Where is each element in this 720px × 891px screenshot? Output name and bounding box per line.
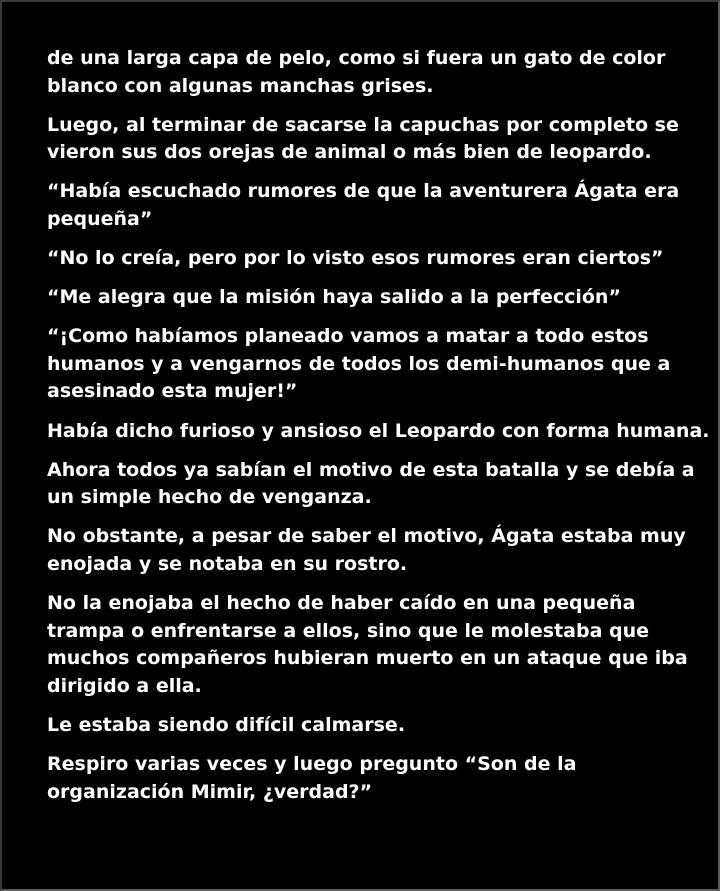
text-line: enojada y se notaba en su rostro. — [47, 552, 408, 575]
text-line: Le estaba siendo difícil calmarse. — [47, 713, 406, 736]
text-line: trampa o enfrentarse a ellos, sino que le molestaba que — [47, 619, 650, 642]
text-line: asesinado esta mujer!” — [47, 380, 298, 403]
paragraph — [47, 245, 687, 273]
document-body — [47, 45, 710, 818]
text-line: pequeña” — [47, 207, 153, 230]
text-line: “No lo creía, pero por lo visto esos rumores eran ciertos” — [47, 247, 664, 270]
paragraph — [47, 590, 687, 700]
text-line: organización Mimir, ¿verdad?” — [47, 780, 373, 803]
paragraph — [47, 284, 687, 312]
text-line: “¡Como habíamos planeado vamos a matar a todo estos — [47, 325, 649, 348]
paragraph — [47, 457, 695, 512]
text-line: Ahora todos ya sabían el motivo de esta batalla y se debía a — [47, 458, 695, 481]
paragraph — [47, 712, 687, 740]
text-line: “Me alegra que la misión haya salido a la perfección” — [47, 286, 621, 309]
paragraph — [47, 523, 687, 578]
text-line: un simple hecho de venganza. — [47, 486, 372, 509]
text-line: Había dicho furioso y ansioso el Leopardo con forma humana. — [47, 419, 710, 442]
paragraph — [47, 45, 687, 100]
text-line: Luego, al terminar de sacarse la capuchas por completo se — [47, 113, 679, 136]
text-line: humanos y a vengarnos de todos los demi-humanos que a — [47, 352, 671, 375]
text-line: “Había escuchado rumores de que la aventurera Ágata era — [47, 180, 680, 203]
paragraph — [47, 112, 687, 167]
text-line: No obstante, a pesar de saber el motivo, Ágata estaba muy — [47, 525, 686, 548]
paragraph — [47, 418, 710, 446]
paragraph — [47, 178, 687, 233]
paragraph — [47, 751, 687, 806]
text-line: muchos compañeros hubieran muerto en un ataque que iba — [47, 647, 688, 670]
text-line: dirigido a ella. — [47, 674, 202, 697]
text-line: Respiro varias veces y luego pregunto “Son de la — [47, 752, 577, 775]
text-line: de una larga capa de pelo, como si fuera un gato de color — [47, 47, 666, 69]
text-line: vieron sus dos orejas de animal o más bien de leopardo. — [47, 141, 652, 164]
text-line: blanco con algunas manchas grises. — [47, 74, 434, 97]
paragraph — [47, 323, 687, 406]
text-line: No la enojaba el hecho de haber caído en una pequeña — [47, 592, 636, 614]
